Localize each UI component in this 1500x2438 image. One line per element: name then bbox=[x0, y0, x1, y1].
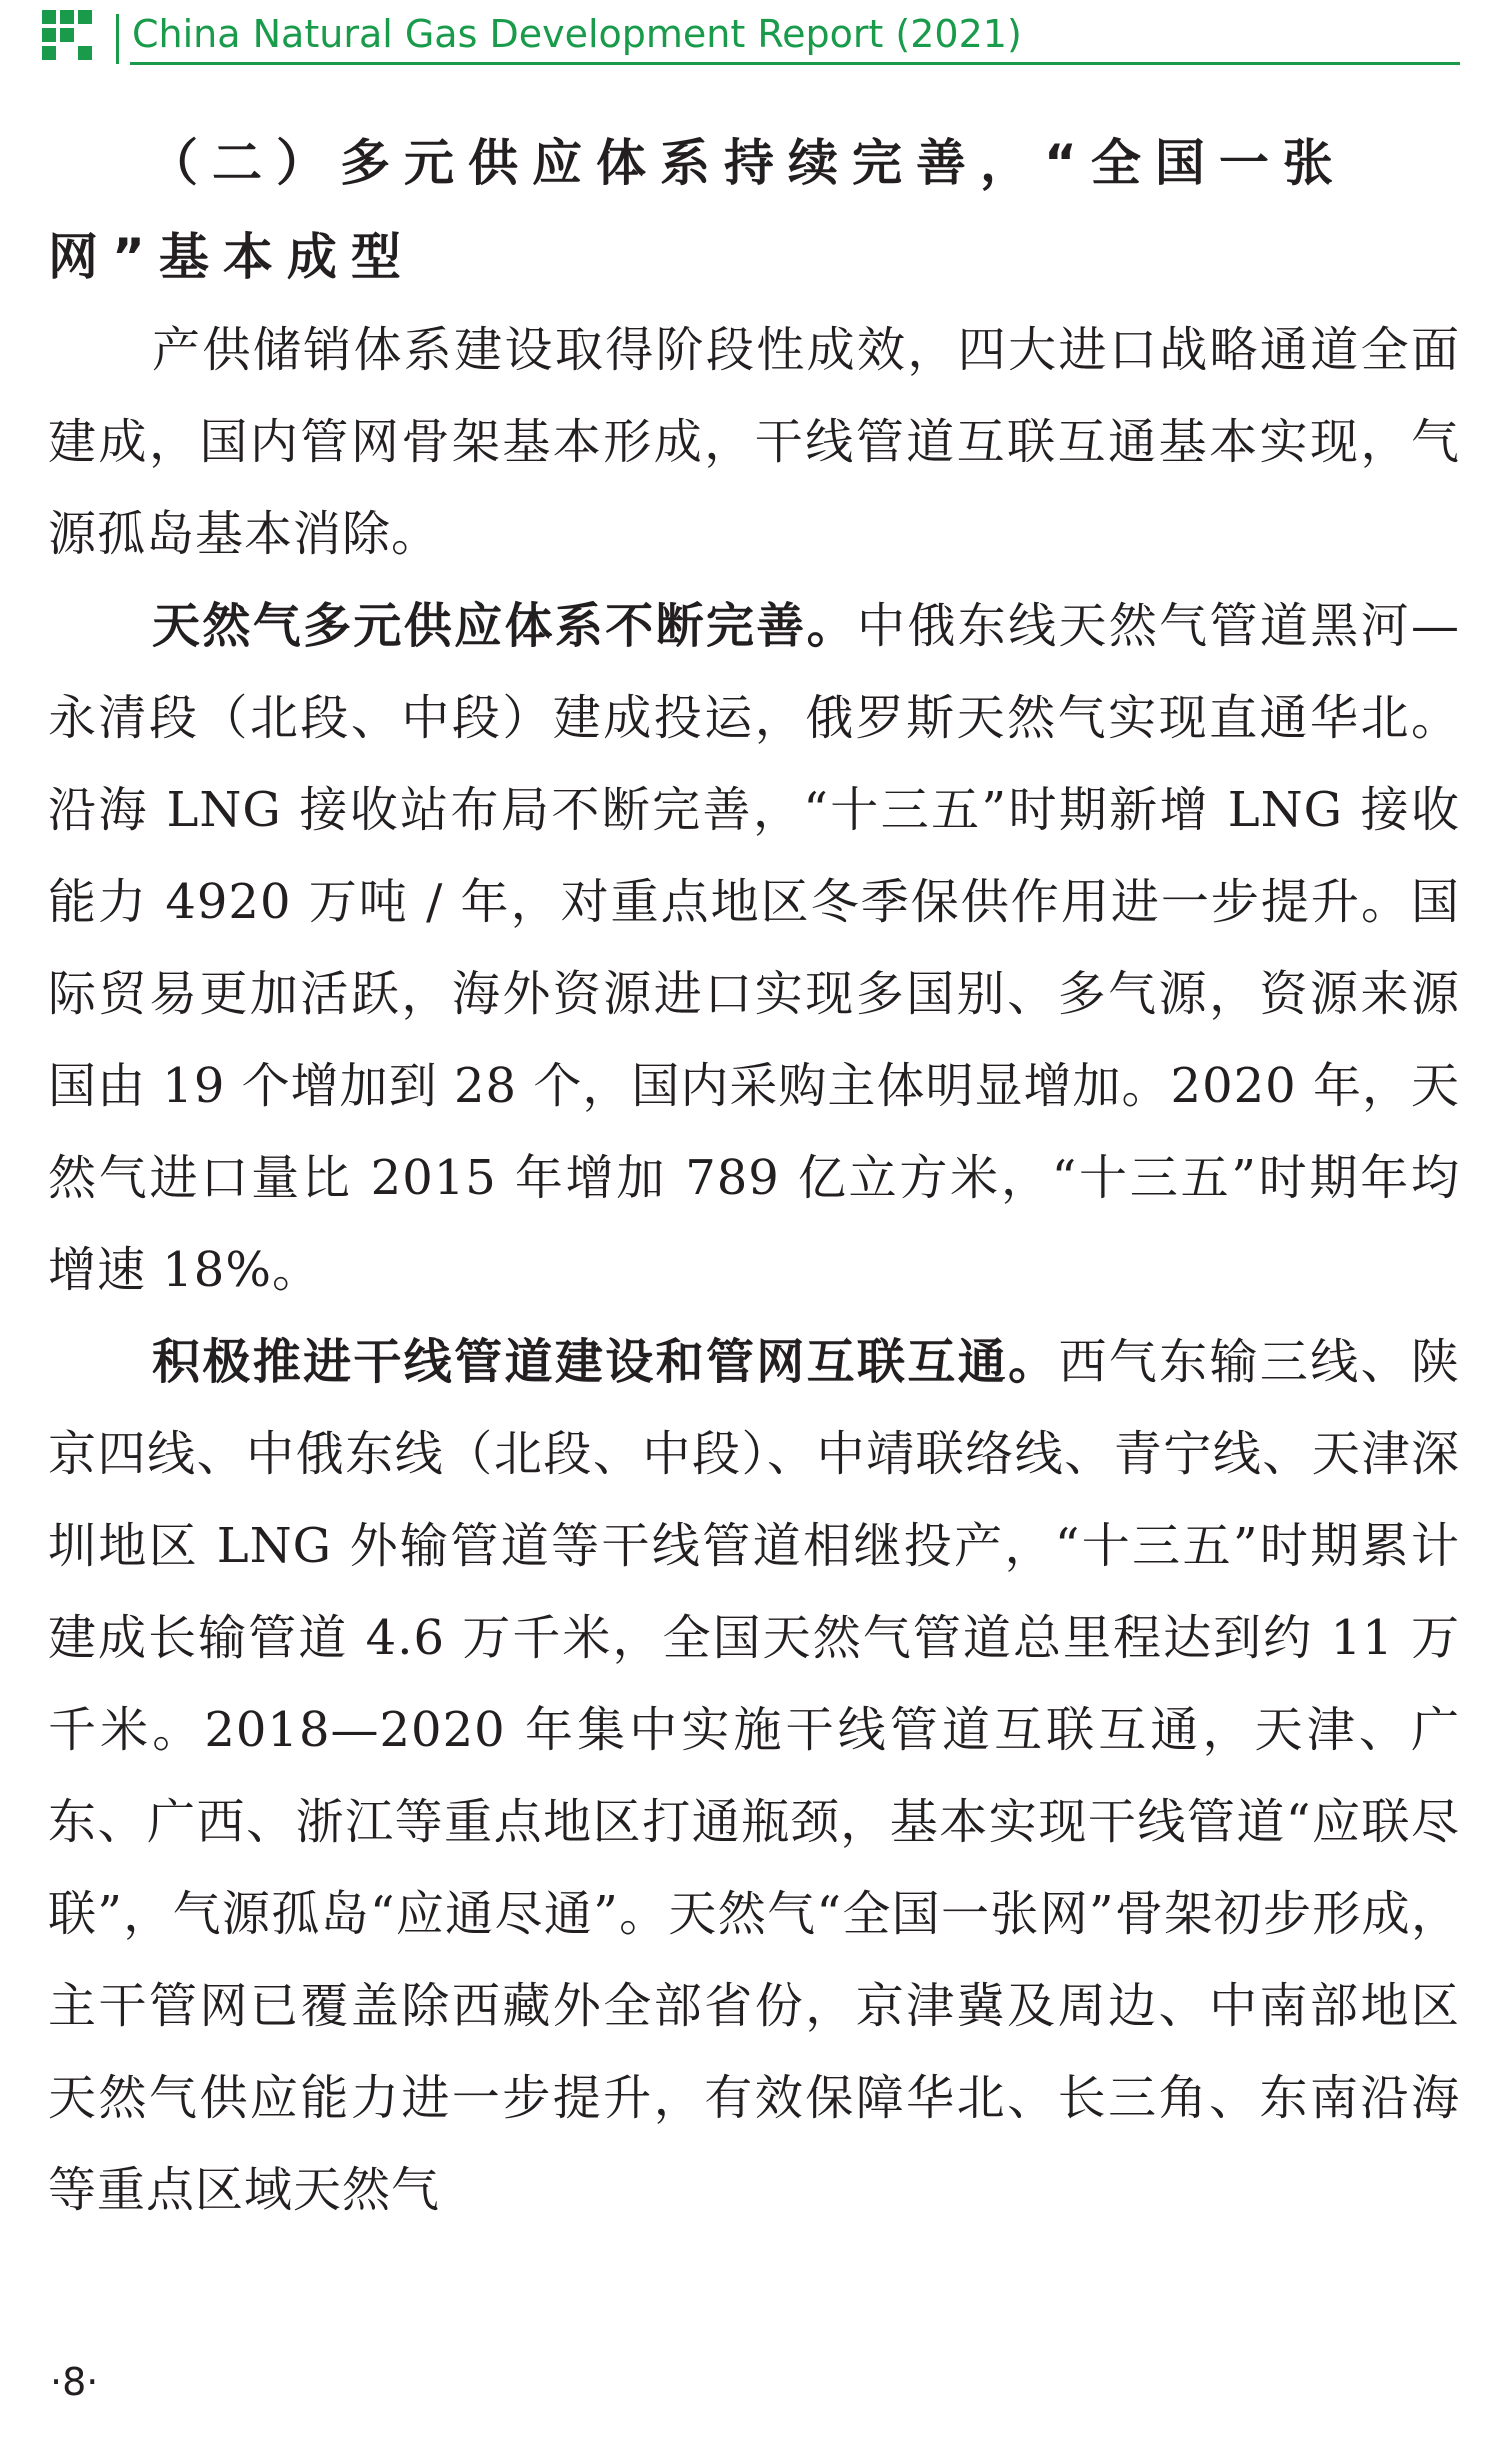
header-title: China Natural Gas Development Report (2021) bbox=[132, 12, 1022, 56]
header-divider bbox=[116, 14, 119, 64]
paragraph-3-text: 西气东输三线、陕京四线、中俄东线（北段、中段）、中靖联络线、青宁线、天津深圳地区 LNG 外输管道等干线管道相继投产，“十三五”时期累计建成长输管道 4.6 万千米，全国天然气管道总里程达到约 11 万千米。2018—2020 年集中实施干线管道互联互通，天津、广东、广西、浙江等重点地区打通瓶颈，基本实现干线管道“应联尽联”，气源孤岛“应通尽通”。天然气“全国一张网”骨架初步形成，主干管网已覆盖除西藏外全部省份，京津冀及周边、中南部地区天然气供应能力进一步提升，有效保障华北、长三角、东南沿海等重点区域天然气 bbox=[48, 1334, 1460, 2218]
green-pixel-logo-icon bbox=[42, 10, 102, 66]
paragraph-2 bbox=[48, 580, 1460, 1316]
paragraph-1-text: 产供储销体系建设取得阶段性成效，四大进口战略通道全面建成，国内管网骨架基本形成，干线管道互联互通基本实现，气源孤岛基本消除。 bbox=[48, 322, 1460, 562]
page-number: ·8· bbox=[50, 2360, 99, 2404]
paragraph-1 bbox=[48, 304, 1460, 580]
running-header bbox=[42, 6, 1460, 68]
header-rule bbox=[130, 62, 1460, 65]
paragraph-2-text: 中俄东线天然气管道黑河—永清段（北段、中段）建成投运，俄罗斯天然气实现直通华北。沿海 LNG 接收站布局不断完善，“十三五”时期新增 LNG 接收能力 4920 万吨 / 年，对重点地区冬季保供作用进一步提升。国际贸易更加活跃，海外资源进口实现多国别、多气源，资源来源国由 19 个增加到 28 个，国内采购主体明显增加。2020 年，天然气进口量比 2015 年增加 789 亿立方米，“十三五”时期年均增速 18%。 bbox=[48, 598, 1460, 1298]
paragraph-2-lead: 天然气多元供应体系不断完善。 bbox=[152, 598, 858, 654]
page-content bbox=[48, 116, 1460, 2236]
paragraph-3-lead: 积极推进干线管道建设和管网互联互通。 bbox=[152, 1334, 1059, 1390]
paragraph-3 bbox=[48, 1316, 1460, 2236]
section-heading: （二）多元供应体系持续完善，“全国一张网”基本成型 bbox=[48, 134, 1347, 286]
